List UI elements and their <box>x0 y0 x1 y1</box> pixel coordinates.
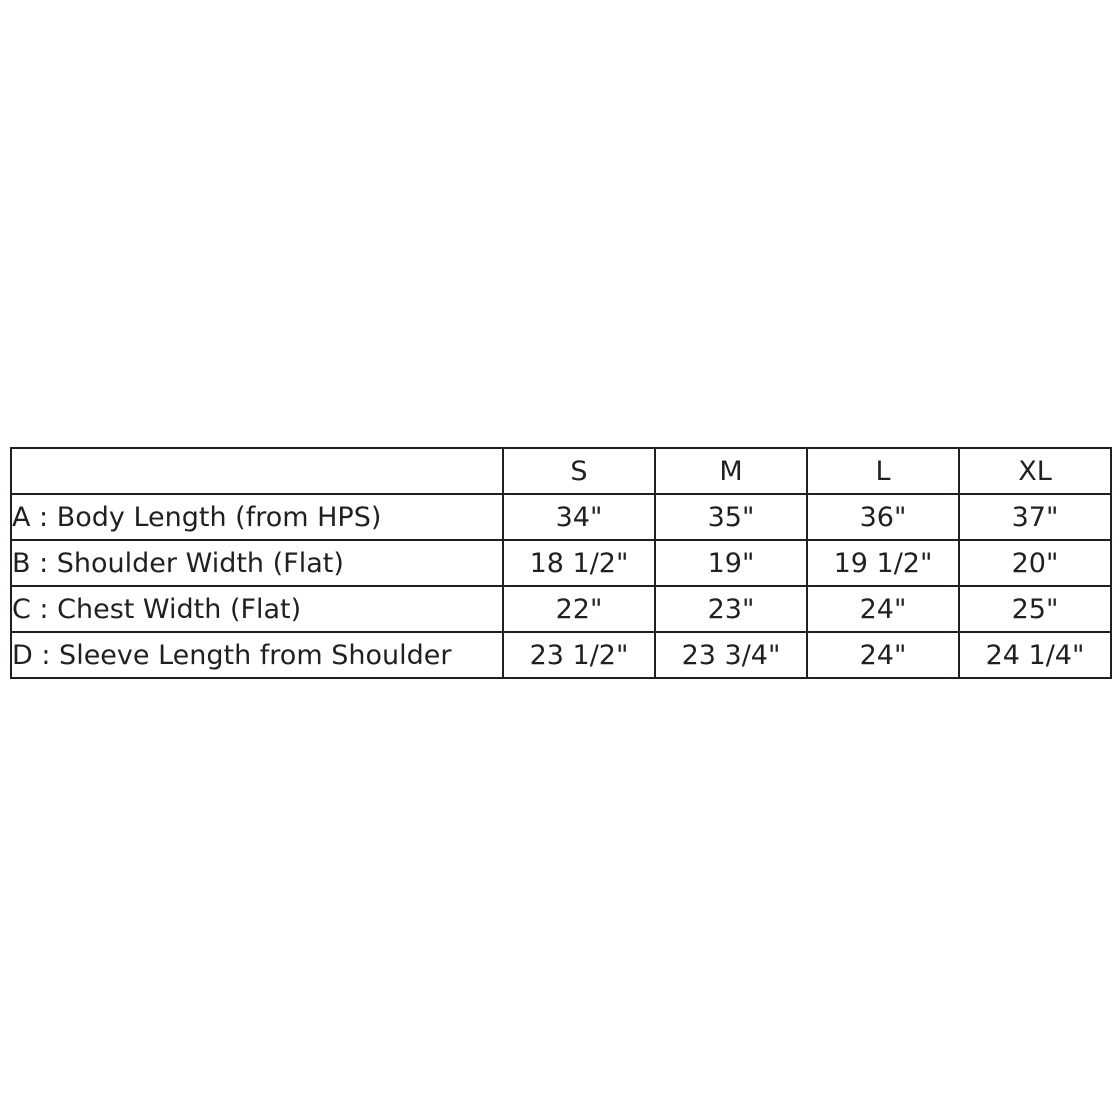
cell-chest-width-s: 22" <box>503 586 655 632</box>
table-header-row <box>11 448 1111 494</box>
size-chart-table <box>10 447 1112 679</box>
table-row <box>11 632 1111 678</box>
table-row <box>11 586 1111 632</box>
size-chart-container <box>10 447 1110 679</box>
cell-sleeve-length-xl: 24 1/4" <box>959 632 1111 678</box>
cell-chest-width-l: 24" <box>807 586 959 632</box>
cell-sleeve-length-m: 23 3/4" <box>655 632 807 678</box>
cell-sleeve-length-l: 24" <box>807 632 959 678</box>
row-label-chest-width: C : Chest Width (Flat) <box>11 586 503 632</box>
cell-body-length-m: 35" <box>655 494 807 540</box>
column-header-s: S <box>503 448 655 494</box>
row-label-sleeve-length: D : Sleeve Length from Shoulder <box>11 632 503 678</box>
row-label-shoulder-width: B : Shoulder Width (Flat) <box>11 540 503 586</box>
column-header-xl: XL <box>959 448 1111 494</box>
column-header-m: M <box>655 448 807 494</box>
cell-shoulder-width-s: 18 1/2" <box>503 540 655 586</box>
cell-shoulder-width-l: 19 1/2" <box>807 540 959 586</box>
cell-chest-width-m: 23" <box>655 586 807 632</box>
cell-body-length-xl: 37" <box>959 494 1111 540</box>
table-row <box>11 494 1111 540</box>
cell-body-length-l: 36" <box>807 494 959 540</box>
cell-shoulder-width-m: 19" <box>655 540 807 586</box>
column-header-l: L <box>807 448 959 494</box>
table-row <box>11 540 1111 586</box>
cell-sleeve-length-s: 23 1/2" <box>503 632 655 678</box>
row-label-body-length: A : Body Length (from HPS) <box>11 494 503 540</box>
cell-chest-width-xl: 25" <box>959 586 1111 632</box>
cell-body-length-s: 34" <box>503 494 655 540</box>
cell-shoulder-width-xl: 20" <box>959 540 1111 586</box>
table-corner-cell <box>11 448 503 494</box>
